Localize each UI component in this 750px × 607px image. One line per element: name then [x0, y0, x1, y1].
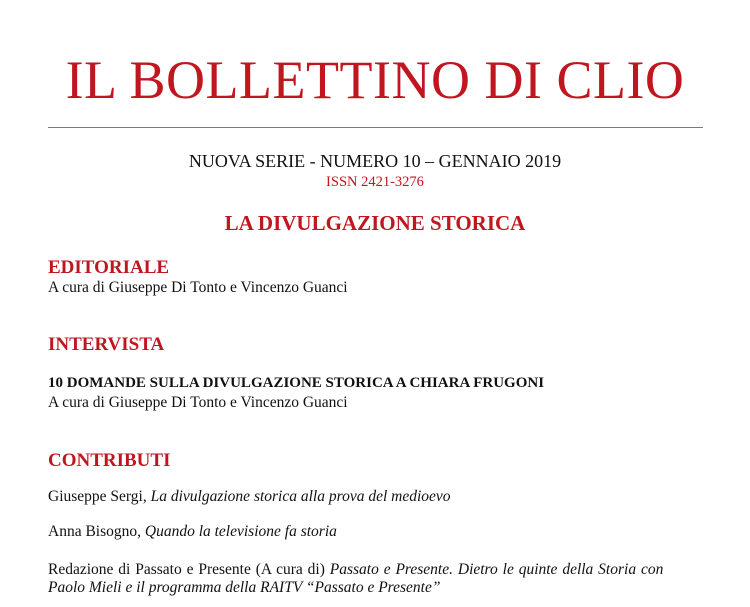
- contribution-item[interactable]: [48, 560, 703, 579]
- intervista-title[interactable]: 10 DOMANDE SULLA DIVULGAZIONE STORICA A CHIARA FRUGONI: [48, 375, 545, 391]
- section-heading-editoriale[interactable]: EDITORIALE: [48, 257, 170, 278]
- contribution-author: Anna Bisogno,: [48, 523, 145, 540]
- journal-masthead: IL BOLLETTINO DI CLIO: [65, 50, 685, 110]
- editoriale-curators: A cura di Giuseppe Di Tonto e Vincenzo Guanci: [48, 279, 348, 296]
- contribution-title-continued[interactable]: Paolo Mieli e il programma della RAITV “Passato e Presente”: [48, 579, 441, 596]
- contribution-title[interactable]: Quando la televisione fa storia: [144, 523, 337, 540]
- contribution-title[interactable]: La divulgazione storica alla prova del medioevo: [150, 488, 451, 505]
- contribution-title[interactable]: Passato e Presente. Dietro le quinte della Storia con: [329, 561, 664, 578]
- masthead-divider: [48, 127, 703, 128]
- issn-number: ISSN 2421-3276: [326, 174, 424, 190]
- contribution-author: Redazione di Passato e Presente (A cura di): [48, 561, 330, 578]
- section-heading-contributi[interactable]: CONTRIBUTI: [48, 450, 171, 471]
- issue-line: NUOVA SERIE - NUMERO 10 – GENNAIO 2019: [188, 151, 562, 171]
- intervista-curators: A cura di Giuseppe Di Tonto e Vincenzo Guanci: [48, 394, 348, 411]
- section-heading-intervista[interactable]: INTERVISTA: [48, 334, 165, 355]
- contribution-item-continued[interactable]: [48, 578, 703, 597]
- contribution-item[interactable]: [48, 522, 703, 541]
- issue-theme-title: LA DIVULGAZIONE STORICA: [224, 211, 526, 235]
- contribution-item[interactable]: [48, 487, 703, 506]
- contribution-author: Giuseppe Sergi,: [48, 488, 151, 505]
